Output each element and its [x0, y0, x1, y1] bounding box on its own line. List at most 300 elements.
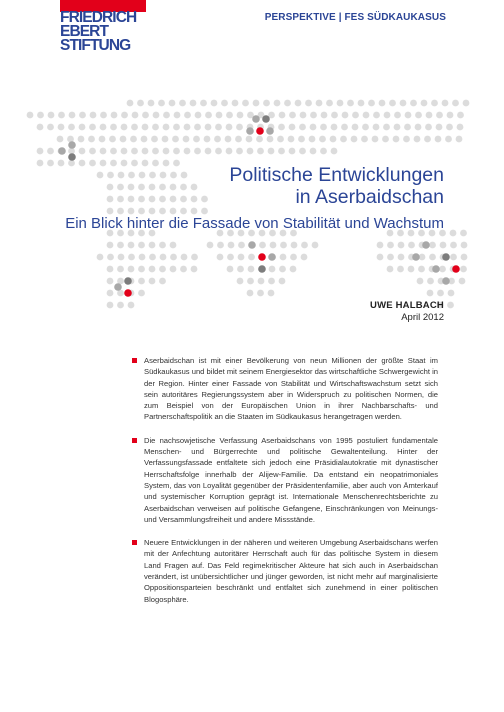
map-dot: [410, 100, 417, 107]
map-dot: [109, 136, 116, 143]
map-dot: [100, 148, 107, 155]
map-dot: [159, 266, 166, 273]
map-dot: [205, 124, 212, 131]
map-dot: [295, 100, 302, 107]
map-dot: [37, 160, 44, 167]
map-dot: [288, 136, 295, 143]
map-dot: [284, 100, 291, 107]
map-dot: [351, 136, 358, 143]
map-dot: [89, 124, 96, 131]
map-dot: [225, 136, 232, 143]
map-dot: [184, 148, 191, 155]
map-dot: [195, 112, 202, 119]
map-dot: [299, 124, 306, 131]
map-dot-dark: [246, 127, 254, 135]
map-dot: [215, 124, 222, 131]
map-dot: [128, 254, 135, 261]
map-dot: [79, 148, 86, 155]
map-dot: [172, 136, 179, 143]
map-dot: [37, 112, 44, 119]
map-dot: [191, 254, 198, 261]
publication-date: April 2012: [401, 312, 444, 323]
map-dot: [383, 124, 390, 131]
map-dot: [184, 112, 191, 119]
map-dot: [148, 100, 155, 107]
map-dot: [389, 100, 396, 107]
map-dot: [424, 136, 431, 143]
map-dot: [121, 148, 128, 155]
map-dot: [408, 242, 415, 249]
map-dot: [415, 124, 422, 131]
map-dot: [274, 100, 281, 107]
map-dot: [138, 208, 145, 215]
map-dot: [97, 254, 104, 261]
map-dot: [326, 100, 333, 107]
map-dot: [330, 136, 337, 143]
map-dot: [408, 266, 415, 273]
map-dot: [127, 100, 134, 107]
summary-section: [132, 355, 438, 617]
map-dot: [226, 148, 233, 155]
map-dot: [128, 302, 135, 309]
map-dot: [99, 136, 106, 143]
map-dot: [436, 112, 443, 119]
summary-paragraph-text: Aserbaidschan ist mit einer Bevölkerung von neun Millionen der größte Staat im Südkaukasus und bildet mit seinem Energiesektor das wirtschaftliche Schwergewicht in der Region. Hinter einer Fassade von Stabilität und Wirtschaftswachstum setzt sich sein autoritäres Regierungssystem aber in Widerspruch zu politischen Normen, die zum Beispiel von der Europäischen Union in ihrer Nachbarschafts- und Partnerschaftspolitik an die Staaten im Südkaukasus herangetragen werden.: [144, 356, 438, 422]
map-dot: [163, 148, 170, 155]
map-dot: [429, 242, 436, 249]
map-dot: [153, 112, 160, 119]
map-dot-red: [124, 289, 132, 297]
map-dot: [247, 148, 254, 155]
map-dot: [442, 100, 449, 107]
map-dot: [107, 242, 114, 249]
map-dot: [362, 124, 369, 131]
map-dot: [149, 266, 156, 273]
map-dot: [289, 148, 296, 155]
map-dot: [263, 100, 270, 107]
summary-paragraph: [132, 435, 438, 525]
map-dot: [387, 254, 394, 261]
red-square-bullet-icon: [132, 438, 137, 443]
map-dot: [68, 124, 75, 131]
map-dot: [418, 266, 425, 273]
map-dot: [173, 148, 180, 155]
map-dot: [461, 242, 468, 249]
author-name: UWE HALBACH: [370, 300, 444, 311]
map-dot: [110, 124, 117, 131]
map-dot: [149, 278, 156, 285]
map-dot: [268, 290, 275, 297]
map-dot: [258, 278, 265, 285]
map-dot: [217, 242, 224, 249]
map-dot: [448, 290, 455, 297]
map-dot-dark: [68, 153, 76, 161]
map-dot: [180, 208, 187, 215]
map-dot: [117, 242, 124, 249]
map-dot: [237, 112, 244, 119]
logo-line-1: FRIEDRICH: [60, 9, 137, 26]
map-dot: [88, 136, 95, 143]
map-dot: [320, 148, 327, 155]
map-dot: [452, 100, 459, 107]
map-dot: [337, 100, 344, 107]
map-dot: [121, 124, 128, 131]
map-dot: [232, 100, 239, 107]
map-dot: [289, 112, 296, 119]
map-dot: [394, 112, 401, 119]
map-dot: [37, 124, 44, 131]
map-dot: [247, 290, 254, 297]
map-dot: [47, 124, 54, 131]
map-dot: [107, 302, 114, 309]
map-dot: [431, 100, 438, 107]
map-dot: [340, 136, 347, 143]
map-dot: [191, 266, 198, 273]
map-dot: [321, 112, 328, 119]
map-dot: [421, 100, 428, 107]
map-dot: [79, 112, 86, 119]
map-dot: [138, 290, 145, 297]
map-dot: [290, 266, 297, 273]
map-dot: [131, 124, 138, 131]
map-dot: [331, 148, 338, 155]
map-dot: [278, 124, 285, 131]
map-dot-dark: [268, 253, 276, 261]
map-dot: [457, 124, 464, 131]
map-dot: [205, 112, 212, 119]
map-dot: [142, 124, 149, 131]
map-dot: [121, 112, 128, 119]
map-dot: [450, 254, 457, 261]
map-dot: [159, 278, 166, 285]
map-dot: [397, 266, 404, 273]
map-dot: [457, 112, 464, 119]
logo-line-2: EBERT: [60, 23, 109, 40]
map-dot: [372, 136, 379, 143]
map-dot: [130, 136, 137, 143]
map-dot: [417, 278, 424, 285]
map-dot-dark: [266, 127, 274, 135]
map-dot-dark: [114, 283, 122, 291]
summary-paragraph-text: Die nachsowjetische Verfassung Aserbaidschans von 1995 postuliert fundamentale Menschen- und Bürgerrechte und politische Gewaltenteilung. Hinter der Verfassungsfassade entfaltete sich jedoch eine Präsidialautokratie mit dynastischer Herrschaftsfolge innerhalb der Alijew-Familie. Da entstand ein neopatrimoniales System, das von Loyalität gegenüber der Präsidentenfamilie, aber auch von Ämterkauf und systemischer Korruption geprägt ist. Internationale Menschenrechtsberichte zu Aserbaidschan verweisen auf politische Gefangene, Einschränkungen von Meinungs- und Versammlungsfreiheit und andere Missstände.: [144, 435, 438, 524]
map-dot: [387, 242, 394, 249]
map-dot: [342, 112, 349, 119]
map-dot: [384, 112, 391, 119]
map-dot: [279, 278, 286, 285]
map-dot: [319, 136, 326, 143]
map-dot: [149, 208, 156, 215]
map-dot: [180, 266, 187, 273]
map-dot: [269, 266, 276, 273]
map-dot: [291, 242, 298, 249]
map-dot: [436, 124, 443, 131]
map-dot: [90, 112, 97, 119]
map-dot: [217, 254, 224, 261]
map-dot: [237, 278, 244, 285]
map-dot: [460, 230, 467, 237]
map-dot: [27, 112, 34, 119]
map-dot: [368, 100, 375, 107]
map-dot-dark: [248, 241, 256, 249]
map-dot: [235, 136, 242, 143]
map-dot: [290, 254, 297, 261]
map-dot: [298, 136, 305, 143]
map-dot: [170, 208, 177, 215]
map-dot: [215, 148, 222, 155]
map-dot: [440, 242, 447, 249]
map-dot: [331, 124, 338, 131]
map-dot-dark: [124, 277, 132, 285]
map-dot: [142, 148, 149, 155]
map-dot: [226, 124, 233, 131]
map-dot-red: [258, 253, 266, 261]
map-dot: [316, 100, 323, 107]
summary-paragraph-text: Neuere Entwicklungen in der näheren und weiteren Umgebung Aserbaidschans werfen mit der Anfechtung autoritärer Herrschaft auch für das politische System in diesem Land Fragen auf. Das Feld regimekritischer Akteure hat sich auch in Aserbaidschan verändert, ist unübersichtlicher und jünger geworden, ist nicht mehr auf marginalisierte Oppositionsparteien beschränkt und entfaltet sich zunehmend in einer politischen Blogosphäre.: [144, 538, 438, 604]
map-dot: [310, 148, 317, 155]
map-dot: [128, 266, 135, 273]
map-dot: [173, 124, 180, 131]
map-dot: [216, 112, 223, 119]
map-dot: [118, 254, 125, 261]
map-dot: [373, 124, 380, 131]
map-dot: [170, 266, 177, 273]
map-dot: [445, 136, 452, 143]
map-dot: [117, 208, 124, 215]
map-dot: [450, 230, 457, 237]
map-dot: [363, 112, 370, 119]
map-dot: [162, 136, 169, 143]
map-dot: [256, 136, 263, 143]
map-dot-dark: [422, 241, 430, 249]
map-dot: [248, 266, 255, 273]
map-dot: [352, 112, 359, 119]
map-dot: [227, 266, 234, 273]
map-dot: [142, 112, 149, 119]
map-dot: [310, 112, 317, 119]
map-dot: [194, 148, 201, 155]
map-dot: [289, 124, 296, 131]
map-dot: [447, 112, 454, 119]
map-dot: [404, 124, 411, 131]
map-dot: [377, 254, 384, 261]
title-line-1: Politische Entwicklungen: [229, 164, 444, 186]
map-dot: [138, 266, 145, 273]
map-dot: [439, 266, 446, 273]
map-dot: [159, 242, 166, 249]
map-dot: [347, 100, 354, 107]
map-dot: [117, 302, 124, 309]
map-dot: [405, 112, 412, 119]
map-dot: [149, 242, 156, 249]
map-dot: [58, 112, 65, 119]
map-dot: [331, 112, 338, 119]
map-dot: [341, 124, 348, 131]
map-dot: [131, 148, 138, 155]
map-dot-dark: [442, 253, 450, 261]
map-dot: [204, 136, 211, 143]
map-dot: [447, 302, 454, 309]
map-dot: [267, 136, 274, 143]
map-dot: [257, 290, 264, 297]
map-dot: [48, 112, 55, 119]
map-dot-dark: [258, 265, 266, 273]
map-dot: [37, 148, 44, 155]
map-dot: [184, 124, 191, 131]
map-dot: [160, 254, 167, 261]
map-dot: [301, 254, 308, 261]
series-header: PERSPEKTIVE | FES SÜDKAUKASUS: [264, 12, 446, 23]
map-dot: [312, 242, 319, 249]
map-dot: [152, 124, 159, 131]
map-dot: [253, 100, 260, 107]
map-dot: [69, 112, 76, 119]
map-dot-dark: [412, 253, 420, 261]
document-title: [64, 164, 444, 208]
map-dot: [358, 100, 365, 107]
map-dot: [193, 136, 200, 143]
map-dot: [47, 160, 54, 167]
map-dot: [309, 136, 316, 143]
map-dot: [246, 136, 253, 143]
map-dot: [132, 112, 139, 119]
map-dot: [361, 136, 368, 143]
map-dot: [403, 136, 410, 143]
map-dot: [394, 124, 401, 131]
map-dot: [461, 254, 468, 261]
map-dot: [228, 242, 235, 249]
map-dot: [415, 112, 422, 119]
map-dot: [301, 242, 308, 249]
map-dot: [437, 290, 444, 297]
map-dot: [236, 124, 243, 131]
map-dot: [426, 112, 433, 119]
map-dot: [141, 136, 148, 143]
map-dot: [111, 112, 118, 119]
map-dot: [78, 136, 85, 143]
map-dot: [379, 100, 386, 107]
map-dot: [137, 100, 144, 107]
map-dot: [107, 208, 114, 215]
map-dot: [200, 100, 207, 107]
map-dot: [377, 242, 384, 249]
map-dot: [257, 148, 264, 155]
map-dot: [170, 254, 177, 261]
map-dot: [238, 242, 245, 249]
map-dot: [100, 112, 107, 119]
map-dot: [300, 112, 307, 119]
map-dot: [279, 266, 286, 273]
map-dot: [128, 242, 135, 249]
map-dot: [446, 124, 453, 131]
map-dot: [201, 208, 208, 215]
map-dot: [128, 208, 135, 215]
map-dot: [107, 266, 114, 273]
map-dot: [110, 148, 117, 155]
map-dot: [149, 254, 156, 261]
map-dot: [194, 124, 201, 131]
map-dot: [79, 124, 86, 131]
map-dot: [278, 148, 285, 155]
title-line-2: in Aserbaidschan: [295, 186, 444, 208]
map-dot: [181, 254, 188, 261]
map-dot: [460, 266, 467, 273]
map-dot: [170, 242, 177, 249]
map-dot: [207, 242, 214, 249]
map-dot: [398, 254, 405, 261]
map-dot: [393, 136, 400, 143]
map-dot-dark: [432, 265, 440, 273]
map-dot: [159, 208, 166, 215]
map-dot: [238, 254, 245, 261]
map-dot: [57, 136, 64, 143]
map-dot: [179, 100, 186, 107]
map-dot: [163, 112, 170, 119]
map-dot: [138, 242, 145, 249]
map-dot: [248, 254, 255, 261]
map-dot: [169, 100, 176, 107]
map-dot: [320, 124, 327, 131]
map-dot: [174, 112, 181, 119]
map-dot: [279, 112, 286, 119]
map-dot: [459, 278, 466, 285]
map-dot: [398, 242, 405, 249]
map-dot: [236, 148, 243, 155]
map-dot: [221, 100, 228, 107]
map-dot: [387, 266, 394, 273]
map-dot: [47, 148, 54, 155]
map-dot: [117, 266, 124, 273]
map-dot: [352, 124, 359, 131]
map-dot: [158, 100, 165, 107]
map-dot: [226, 112, 233, 119]
summary-paragraph: [132, 537, 438, 605]
map-dot: [183, 136, 190, 143]
map-dot: [163, 124, 170, 131]
document-subtitle: Ein Blick hinter die Fassade von Stabilität und Wachstum: [65, 215, 444, 232]
map-dot: [247, 278, 254, 285]
map-dot: [214, 136, 221, 143]
map-dot: [414, 136, 421, 143]
map-dot: [237, 266, 244, 273]
map-dot: [205, 148, 212, 155]
map-dot-red: [452, 265, 460, 273]
map-dot: [310, 124, 317, 131]
map-dot: [268, 278, 275, 285]
map-dot-dark: [252, 115, 260, 123]
map-dot: [400, 100, 407, 107]
map-dot: [450, 242, 457, 249]
map-dot: [107, 254, 114, 261]
map-dot: [435, 136, 442, 143]
map-dot-dark: [58, 147, 66, 155]
map-dot-red: [256, 127, 264, 135]
map-dot: [227, 254, 234, 261]
map-dot-dark: [262, 115, 270, 123]
map-dot-dark: [442, 277, 450, 285]
map-dot: [463, 100, 470, 107]
map-dot: [427, 290, 434, 297]
map-dot: [138, 278, 145, 285]
logo-line-3: STIFTUNG: [60, 37, 131, 54]
map-dot: [305, 100, 312, 107]
map-dot: [280, 242, 287, 249]
map-dot: [107, 290, 114, 297]
map-dot: [211, 100, 218, 107]
map-dot: [456, 136, 463, 143]
map-dot: [190, 100, 197, 107]
map-dot: [152, 148, 159, 155]
map-dot: [280, 254, 287, 261]
